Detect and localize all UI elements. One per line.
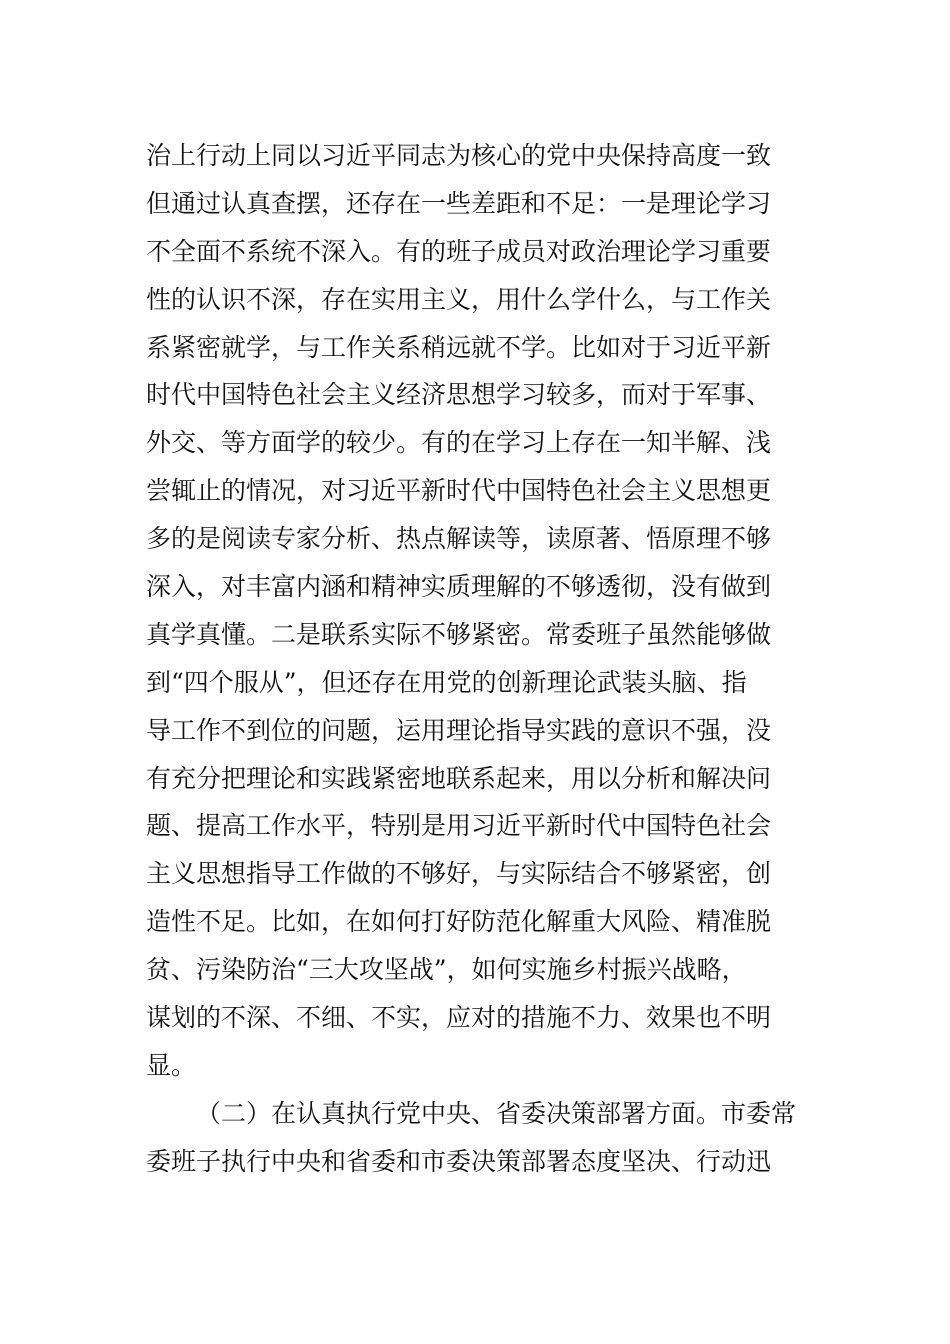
text-line: 到“四个服从”，但还存在用党的创新理论武装头脑、指 — [146, 667, 747, 697]
text-line: 造性不足。比如，在如何打好防范化解重大风险、精准脱 — [146, 907, 772, 937]
body-text — [146, 132, 806, 1186]
text-line: 有充分把理论和实践紧密地联系起来，用以分析和解决问 — [146, 763, 772, 793]
text-line: 多的是阅读专家分析、热点解读等，读原著、悟原理不够 — [146, 524, 772, 554]
text-line: 但通过认真查摆，还存在一些差距和不足：一是理论学习 — [146, 188, 772, 218]
text-line: 谋划的不深、不细、不实，应对的措施不力、效果也不明 — [146, 1003, 772, 1033]
text-line: 委班子执行中央和省委和市委决策部署态度坚决、行动迅 — [146, 1146, 772, 1176]
text-line: 导工作不到位的问题，运用理论指导实践的意识不强，没 — [146, 715, 772, 745]
text-line: 显。 — [146, 1050, 197, 1080]
text-line: 不全面不系统不深入。有的班子成员对政治理论学习重要 — [146, 236, 772, 266]
text-line: 主义思想指导工作做的不够好，与实际结合不够紧密，创 — [146, 859, 772, 889]
text-line: 题、提高工作水平，特别是用习近平新时代中国特色社会 — [146, 811, 772, 841]
text-line: 尝辄止的情况，对习近平新时代中国特色社会主义思想更 — [146, 476, 772, 506]
text-line: 真学真懂。二是联系实际不够紧密。常委班子虽然能够做 — [146, 619, 772, 649]
text-line: 贫、污染防治“三大攻坚战”，如何实施乡村振兴战略， — [146, 955, 747, 985]
text-line: 时代中国特色社会主义经济思想学习较多，而对于军事、 — [146, 380, 772, 410]
section-heading-line: （二）在认真执行党中央、省委决策部署方面。市委常 — [196, 1098, 797, 1128]
text-line: 系紧密就学，与工作关系稍远就不学。比如对于习近平新 — [146, 332, 772, 362]
text-line: 治上行动上同以习近平同志为核心的党中央保持高度一致 — [146, 141, 772, 170]
text-line: 性的认识不深，存在实用主义，用什么学什么，与工作关 — [146, 284, 772, 314]
text-line: 外交、等方面学的较少。有的在学习上存在一知半解、浅 — [146, 428, 772, 458]
text-line: 深入，对丰富内涵和精神实质理解的不够透彻，没有做到 — [146, 572, 772, 602]
